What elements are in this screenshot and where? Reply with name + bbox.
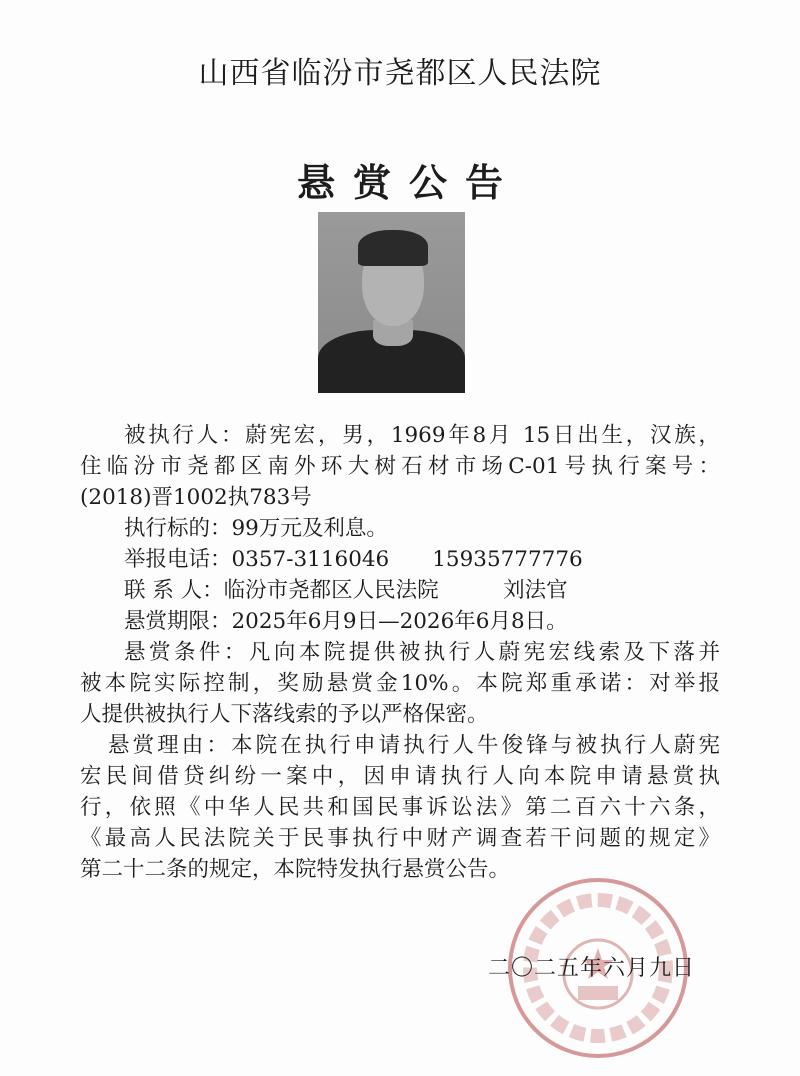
body-line: 行，依照《中华人民共和国民事诉讼法》第二百六十六条，	[80, 795, 720, 820]
body-line: (2018)晋1002执783号	[80, 485, 312, 510]
body-line: 悬赏理由：本院在执行申请执行人牛俊锋与被执行人蔚宪	[108, 733, 720, 758]
body-line: 被执行人：蔚宪宏，男，1969年8月 15日出生，汉族，	[124, 423, 720, 448]
court-name: 山西省临汾市尧都区人民法院	[198, 56, 602, 91]
body-line: 宏民间借贷纠纷一案中，因申请执行人向本院申请悬赏执	[80, 764, 720, 789]
body-line: 举报电话：0357-3116046 15935777776	[124, 547, 583, 572]
body-line: 住临汾市尧都区南外环大树石材市场C-01号执行案号：	[80, 454, 720, 479]
body-line: 《最高人民法院关于民事执行中财产调查若干问题的规定》	[80, 826, 720, 851]
suspect-photo	[318, 212, 465, 393]
body-line: 执行标的：99万元及利息。	[124, 516, 388, 541]
notice-title: 悬赏公告	[296, 160, 521, 205]
body-line: 被本院实际控制，奖励悬赏金10%。本院郑重承诺：对举报	[80, 671, 720, 696]
body-line: 联 系 人：临汾市尧都区人民法院 刘法官	[124, 578, 568, 603]
body-line: 悬赏期限：2025年6月9日—2026年6月8日。	[124, 609, 568, 634]
body-line: 人提供被执行人下落线索的予以严格保密。	[80, 702, 489, 727]
issue-date: 二〇二五年六月九日	[488, 956, 696, 981]
body-line: 第二十二条的规定，本院特发执行悬赏公告。	[80, 857, 511, 882]
body-line: 悬赏条件：凡向本院提供被执行人蔚宪宏线索及下落并	[124, 640, 720, 665]
